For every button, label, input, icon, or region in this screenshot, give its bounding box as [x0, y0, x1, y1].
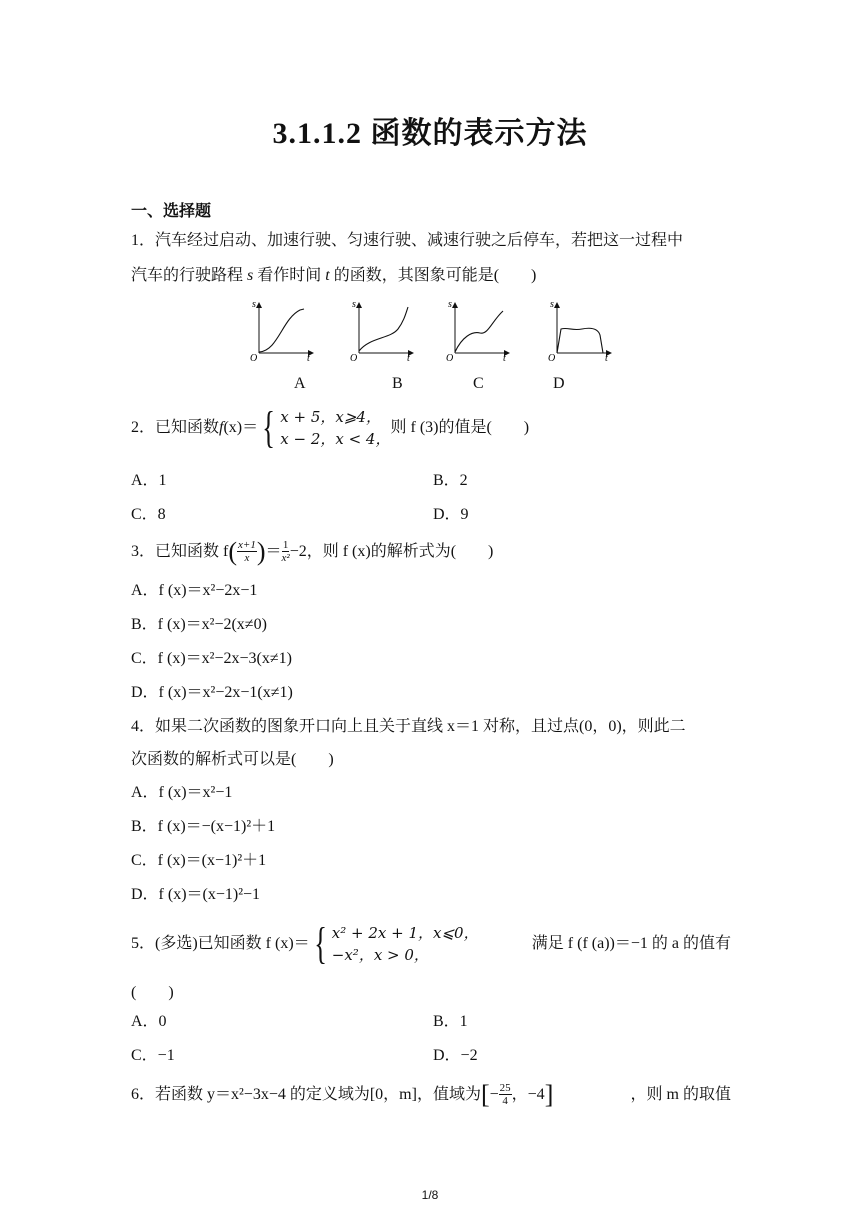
section-heading: 一、选择题: [131, 201, 212, 220]
q6-stem: 6．若函数 y＝x²−3x−4 的定义域为[0，m]，值域为 [ − $\frac{25}{4}$ ，−4 ] ，则 m 的取值: [131, 1079, 731, 1109]
q2-piecewise: { x + 5，x⩾4， x − 2，x < 4，: [262, 403, 391, 452]
q5-option-b: B．1: [433, 1013, 468, 1030]
graph-label-c: C: [473, 375, 484, 392]
q4-option-a: A．f (x)＝x²−1: [131, 784, 233, 801]
graph-a: [250, 299, 313, 364]
q1-graphs: [0, 295, 860, 375]
q2-option-a: A．1: [131, 472, 167, 489]
q5-option-a: A．0: [131, 1013, 167, 1030]
q5-line2: ( ): [131, 984, 174, 1001]
q1-line2: 汽车的行驶路程 s 看作时间 t 的函数，其图象可能是( ): [131, 267, 537, 284]
q2-option-b: B．2: [433, 472, 468, 489]
graph-label-b: B: [392, 375, 403, 392]
page-number: 1/8: [421, 1188, 439, 1202]
axis-s-label: s: [252, 299, 256, 310]
graph-d: [548, 299, 611, 364]
axis-o-label: O: [250, 353, 258, 364]
graph-label-d: D: [553, 375, 565, 392]
graph-b: [350, 299, 413, 364]
q4-option-c: C．f (x)＝(x−1)²＋1: [131, 852, 267, 869]
q4-option-d: D．f (x)＝(x−1)²−1: [131, 886, 261, 903]
page-title: 3.1.1.2 函数的表示方法: [272, 117, 588, 150]
q5-option-c: C．−1: [131, 1047, 175, 1064]
q2-option-c: C．8: [131, 506, 166, 523]
q3-option-d: D．f (x)＝x²−2x−1(x≠1): [131, 684, 293, 701]
q5-row1: x² + 2x + 1，x⩽0，: [331, 924, 479, 942]
q2-option-d: D．9: [433, 506, 469, 523]
q3-option-c: C．f (x)＝x²−2x−3(x≠1): [131, 650, 292, 667]
q2-row2: x − 2，x < 4，: [280, 430, 391, 448]
q3-option-b: B．f (x)＝x²−2(x≠0): [131, 616, 267, 633]
axis-t-label: t: [407, 353, 410, 364]
axis-s-label: s: [352, 299, 356, 310]
graph-c: [446, 299, 509, 364]
axis-t-label: t: [503, 353, 506, 364]
q5-stem: 5．(多选)已知函数 f (x)＝ { x² + 2x + 1，x⩽0， −x²，x > 0， 满足 f (f (a))＝−1 的 a 的值有: [131, 919, 731, 968]
q3-stem: 3．已知函数 f ( $\frac{x+1}{x}$ ) ＝ $\frac{1}{\text{x²}}$ −2，则 f (x)的解析式为( ): [131, 536, 494, 566]
axis-t-label: t: [605, 353, 608, 364]
q5-option-d: D．−2: [433, 1047, 478, 1064]
q2-stem: 2．已知函数 f (x)＝ { x + 5，x⩾4， x − 2，x < 4， 则 f (3)的值是( ): [131, 403, 530, 452]
q4-line1: 4．如果二次函数的图象开口向上且关于直线 x＝1 对称，且过点(0，0)，则此二: [131, 718, 686, 735]
axis-s-label: s: [448, 299, 452, 310]
q4-option-b: B．f (x)＝−(x−1)²＋1: [131, 818, 276, 835]
q1-line1: 1．汽车经过启动、加速行驶、匀速行驶、减速行驶之后停车，若把这一过程中: [131, 232, 684, 249]
q3-option-a: A．f (x)＝x²−2x−1: [131, 582, 258, 599]
axis-o-label: O: [350, 353, 358, 364]
q5-piecewise: { x² + 2x + 1，x⩽0， −x²，x > 0，: [313, 919, 479, 968]
q3-fraction-1: $\frac{x+1}{x}$: [238, 539, 256, 564]
axis-s-label: s: [550, 299, 554, 310]
q6-fraction: $\frac{25}{4}$: [499, 1082, 511, 1107]
axis-o-label: O: [548, 353, 556, 364]
axis-t-label: t: [307, 353, 310, 364]
q4-line2: 次函数的解析式可以是( ): [131, 751, 334, 768]
q5-row2: −x²，x > 0，: [331, 946, 429, 964]
q3-fraction-2: $\frac{1}{\text{x²}}$: [281, 539, 290, 564]
q2-row1: x + 5，x⩾4，: [280, 408, 381, 426]
graph-label-a: A: [294, 375, 306, 392]
axis-o-label: O: [446, 353, 454, 364]
